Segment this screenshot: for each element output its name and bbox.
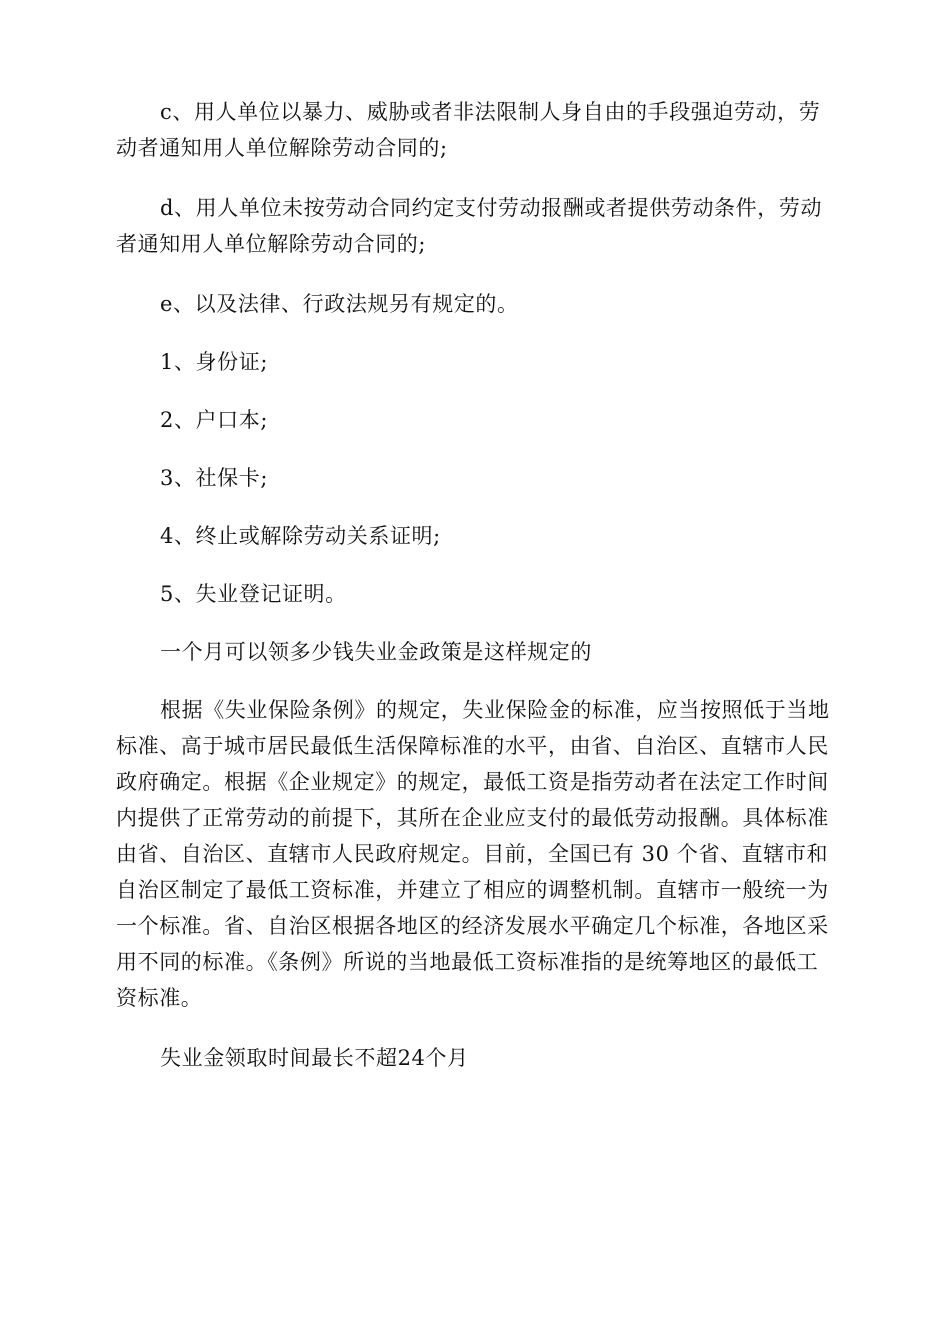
section-heading-max-duration: 失业金领取时间最长不超24个月 [160,1046,469,1070]
paragraph-c-violence-clause: c、用人单位以暴力、威胁或者非法限制人身自由的手段强迫劳动，劳动者通知用人单位解除劳动合同的; [116,100,821,160]
section-heading-monthly-amount: 一个月可以领多少钱失业金政策是这样规定的 [160,640,592,664]
paragraph-d-unpaid-clause: d、用人单位未按劳动合同约定支付劳动报酬或者提供劳动条件，劳动者通知用人单位解除劳动合同的; [116,196,823,256]
list-item-id-card: 1、身份证; [160,350,269,374]
paragraph-e-other-laws: e、以及法律、行政法规另有规定的。 [160,292,519,316]
list-item-termination-proof: 4、终止或解除劳动关系证明; [160,524,441,548]
list-item-unemployment-registration: 5、失业登记证明。 [160,582,347,606]
list-item-social-security-card: 3、社保卡; [160,466,269,490]
paragraph-insurance-standard: 根据《失业保险条例》的规定，失业保险金的标准，应当按照低于当地标准、高于城市居民最低生活保障标准的水平，由省、自治区、直辖市人民政府确定。根据《企业规定》的规定，最低工资是指劳动者在法定工作时间内提供了正常劳动的前提下，其所在企业应支付的最低劳动报酬。具体标准由省、自治区、直辖市人民政府规定。目前，全国已有 30 个省、直辖市和自治区制定了最低工资标准，并建立了相应的调整机制。直辖市一般统一为一个标准。省、自治区根据各地区的经济发展水平确定几个标准，各地区采用不同的标准。《条例》所说的当地最低工资标准指的是统筹地区的最低工资标准。 [116,698,830,1010]
document-body [116,94,836,1076]
list-item-household-register: 2、户口本; [160,408,269,432]
